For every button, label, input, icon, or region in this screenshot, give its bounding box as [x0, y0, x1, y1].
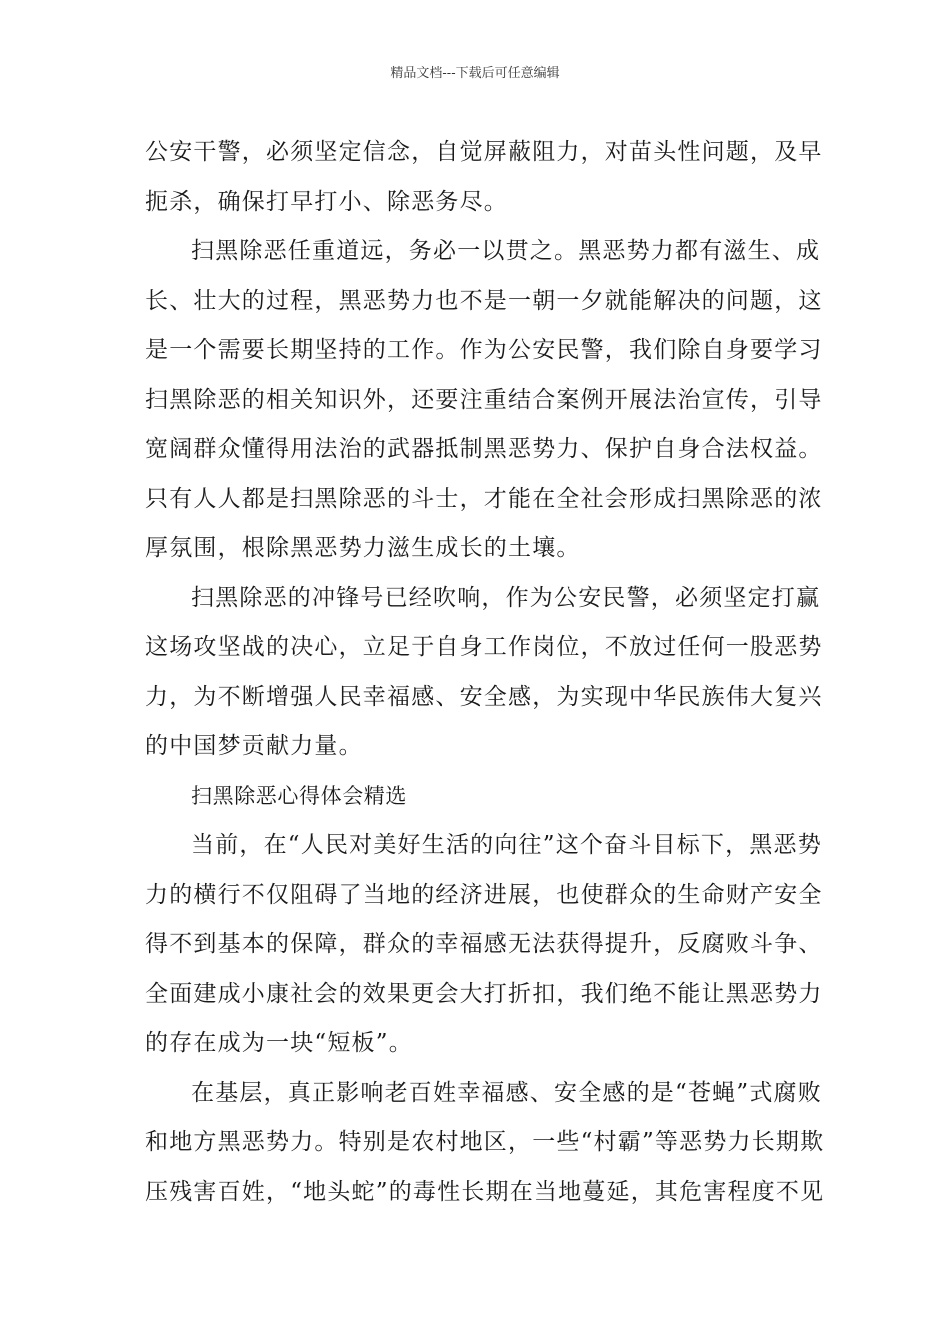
- paragraph: 在基层，真正影响老百姓幸福感、安全感的是“苍蝇”式腐败和地方黑恶势力。特别是农村地区，一些“村霸”等恶势力长期欺压残害百姓，“地头蛇”的毒性长期在当地蔓延，其危害程度不见: [145, 1079, 825, 1205]
- document-body: [145, 128, 835, 1217]
- paragraph: 扫黑除恶任重道远，务必一以贯之。黑恶势力都有滋生、成长、壮大的过程，黑恶势力也不是一朝一夕就能解决的问题，这是一个需要长期坚持的工作。作为公安民警，我们除自身要学习扫黑除恶的相关知识外，还要注重结合案例开展法治宣传，引导宽阔群众懂得用法治的武器抵制黑恶势力、保护自身合法权益。只有人人都是扫黑除恶的斗士，才能在全社会形成扫黑除恶的浓厚氛围，根除黑恶势力滋生成长的土壤。: [145, 238, 823, 561]
- paragraph: 当前，在“人民对美好生活的向往”这个奋斗目标下，黑恶势力的横行不仅阻碍了当地的经济进展，也使群众的生命财产安全得不到基本的保障，群众的幸福感无法获得提升，反腐败斗争、全面建成小康社会的效果更会大打折扣，我们绝不能让黑恶势力的存在成为一块“短板”。: [145, 832, 823, 1056]
- paragraph-continuation: 公安干警，必须坚定信念，自觉屏蔽阻力，对苗头性问题，及早扼杀，确保打早打小、除恶务尽。: [145, 139, 823, 215]
- page-header: 精品文档---下载后可任意编辑: [390, 66, 560, 81]
- section-heading: 扫黑除恶心得体会精选: [191, 783, 407, 808]
- paragraph: 扫黑除恶的冲锋号已经吹响，作为公安民警，必须坚定打赢这场攻坚战的决心，立足于自身工作岗位，不放过任何一股恶势力，为不断增强人民幸福感、安全感，为实现中华民族伟大复兴的中国梦贡献力量。: [145, 584, 823, 759]
